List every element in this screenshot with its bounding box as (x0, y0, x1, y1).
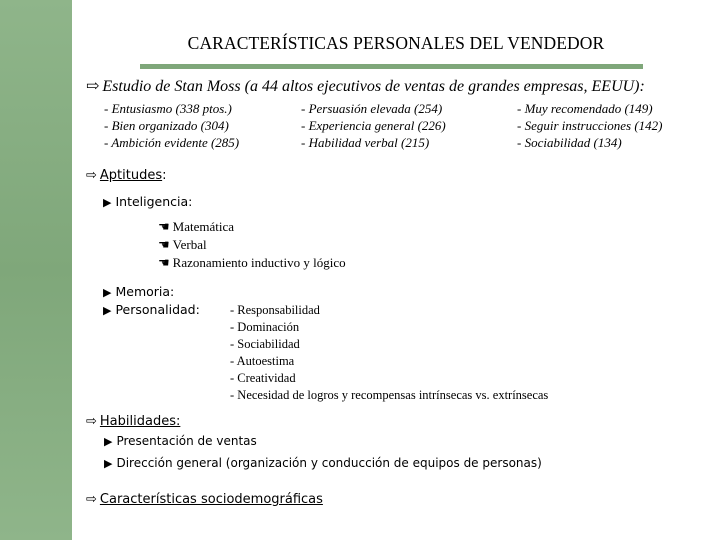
personalidad-list (230, 302, 548, 404)
inteligencia-label-text: Inteligencia: (115, 194, 193, 209)
aptitudes-colon: : (162, 168, 167, 183)
habilidad-item-text: Presentación de ventas (116, 434, 257, 448)
study-item: - Muy recomendado (149) (517, 101, 653, 116)
memoria-label-text: Memoria: (115, 284, 175, 299)
list-item-text: Verbal (172, 237, 207, 252)
side-accent-bar (0, 0, 72, 540)
study-item: - Seguir instrucciones (142) (517, 118, 663, 133)
list-item: - Autoestima (230, 354, 295, 368)
list-item: - Necesidad de logros y recompensas intrínsecas vs. extrínsecas (230, 388, 549, 402)
aptitudes-heading (86, 168, 167, 183)
pointing-hand-icon: ☚ (158, 219, 170, 234)
study-heading-text: Estudio de Stan Moss (a 44 altos ejecutivos de ventas de grandes empresas, EEUU): (102, 78, 645, 95)
study-item: - Experiencia general (226) (301, 118, 446, 133)
list-item: - Creatividad (230, 371, 296, 385)
habilidad-item-text: Dirección general (organización y conducción de equipos de personas) (116, 456, 542, 470)
memoria-label (103, 284, 174, 299)
list-item: - Responsabilidad (230, 303, 320, 317)
list-item (158, 236, 346, 254)
list-item (158, 218, 346, 236)
hollow-right-arrow-icon: ⇨ (86, 492, 97, 507)
list-item-text: Matemática (172, 219, 235, 234)
list-item: - Sociabilidad (230, 337, 300, 351)
list-item: - Dominación (230, 320, 300, 334)
right-triangle-icon: ▶ (103, 304, 112, 317)
study-item: - Entusiasmo (338 ptos.) (104, 101, 232, 116)
right-triangle-icon: ▶ (104, 435, 113, 448)
habilidad-item (104, 456, 542, 470)
habilidad-item (104, 434, 257, 448)
study-item: - Persuasión elevada (254) (301, 101, 443, 116)
study-column-2 (301, 100, 446, 151)
aptitudes-heading-text: Aptitudes (99, 168, 163, 183)
right-triangle-icon: ▶ (104, 457, 113, 470)
sociodemograficas-heading-text: Características sociodemográficas (99, 492, 323, 507)
hollow-right-arrow-icon: ⇨ (86, 168, 97, 183)
study-column-3 (517, 100, 663, 151)
right-triangle-icon: ▶ (103, 286, 112, 299)
personalidad-label (103, 302, 200, 317)
slide-title: CARACTERÍSTICAS PERSONALES DEL VENDEDOR (187, 33, 605, 53)
sociodemograficas-heading (86, 492, 323, 507)
study-item: - Habilidad verbal (215) (301, 135, 430, 150)
personalidad-label-text: Personalidad: (115, 302, 200, 317)
inteligencia-list (158, 218, 346, 272)
study-item: - Sociabilidad (134) (517, 135, 622, 150)
pointing-hand-icon: ☚ (158, 237, 170, 252)
study-heading (86, 76, 645, 96)
list-item (158, 254, 346, 272)
title-divider (140, 64, 643, 69)
pointing-hand-icon: ☚ (158, 255, 170, 270)
list-item-text: Razonamiento inductivo y lógico (172, 255, 346, 270)
inteligencia-label (103, 194, 192, 209)
study-column-1 (104, 100, 239, 151)
hollow-right-arrow-icon: ⇨ (86, 414, 97, 429)
study-item: - Ambición evidente (285) (104, 135, 240, 150)
habilidades-heading-text: Habilidades: (99, 414, 181, 429)
study-item: - Bien organizado (304) (104, 118, 229, 133)
right-triangle-icon: ▶ (103, 196, 112, 209)
habilidades-heading (86, 414, 180, 429)
hollow-right-arrow-icon: ⇨ (86, 78, 100, 95)
